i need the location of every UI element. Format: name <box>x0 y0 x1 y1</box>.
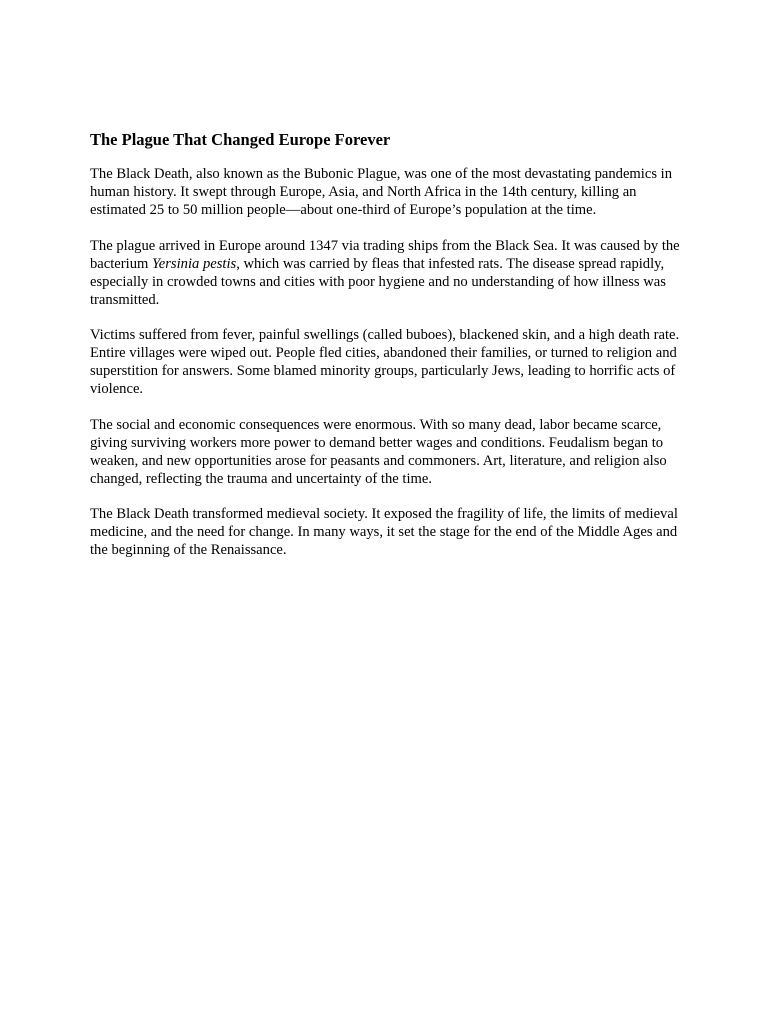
document-body <box>90 128 680 577</box>
paragraph-arrival-text-before: The plague arrived in Europe around 1347 via trading ships from the Black Sea. It was caused by the bacterium <box>90 237 680 272</box>
paragraph-consequences: The social and economic consequences were enormous. With so many dead, labor became scarce, giving surviving workers more power to demand better wages and conditions. Feudalism began to weaken, and new opportunities arose for peasants and commoners. Art, literature, and religion also changed, reflecting the trauma and uncertainty of the time. <box>90 416 667 487</box>
bacterium-name: Yersinia pestis <box>152 255 237 272</box>
paragraph-arrival-text-after: , which was carried by fleas that infested rats. The disease spread rapidly, especially in crowded towns and cities with poor hygiene and no understanding of how illness was transmitted. <box>90 255 666 308</box>
paragraph-victims: Victims suffered from fever, painful swellings (called buboes), blackened skin, and a high death rate. Entire villages were wiped out. People fled cities, abandoned their families, or turned to religion and superstition for answers. Some blamed minority groups, particularly Jews, leading to horrific acts of violence. <box>90 327 680 397</box>
paragraph-arrival <box>90 237 680 309</box>
document-title: The Plague That Changed Europe Forever <box>90 130 391 149</box>
paragraph-conclusion: The Black Death transformed medieval society. It exposed the fragility of life, the limits of medieval medicine, and the need for change. In many ways, it set the stage for the end of the Middle Ages and the beginning of the Renaissance. <box>90 506 678 558</box>
paragraph-intro: The Black Death, also known as the Bubonic Plague, was one of the most devastating pandemics in human history. It swept through Europe, Asia, and North Africa in the 14th century, killing an estimated 25 to 50 million people—about one-third of Europe’s population at the time. <box>90 166 672 218</box>
